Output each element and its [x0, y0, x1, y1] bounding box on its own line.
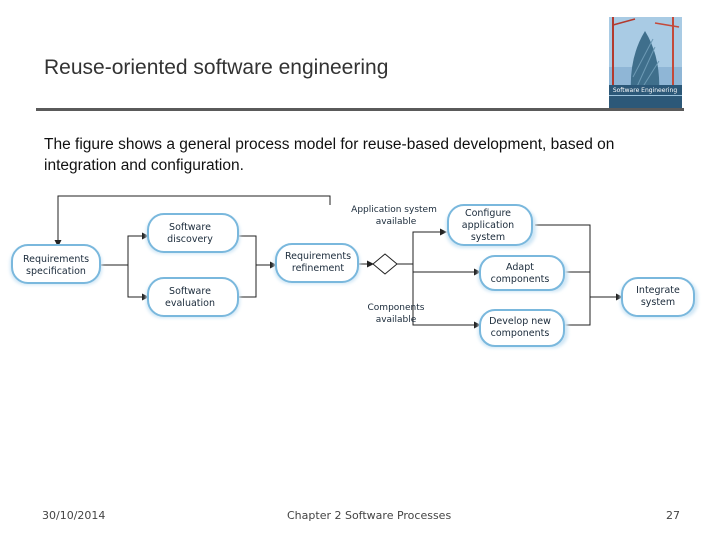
node-adapt-components: [478, 256, 568, 292]
annotation-line: available: [375, 217, 417, 227]
label-application-system-available: [351, 205, 437, 227]
node-label-line: evaluation: [165, 298, 215, 309]
node-label-line: Requirements: [284, 251, 352, 262]
branch-arrow-top: [100, 236, 148, 265]
node-develop-new-components: [478, 310, 568, 348]
node-label-line: Integrate: [636, 285, 680, 296]
footer-date: 30/10/2014: [42, 509, 106, 522]
annotation-line: Components: [367, 303, 425, 313]
footer-chapter: Chapter 2 Software Processes: [287, 509, 452, 522]
node-software-discovery: [146, 214, 240, 254]
label-components-available: [368, 303, 425, 325]
decision-to-develop-arrow: [413, 272, 480, 325]
title-divider: [36, 108, 684, 111]
annotation-line: available: [375, 315, 417, 325]
book-cover-title: Software Engineering: [612, 87, 678, 94]
footer-page-number: 27: [666, 509, 680, 522]
process-diagram-svg: [0, 190, 720, 360]
node-label-line: Requirements: [22, 254, 90, 265]
node-label-line: Software: [169, 222, 211, 233]
node-label-line: Develop new: [489, 316, 551, 327]
node-label-line: refinement: [291, 263, 345, 274]
book-cover-image: [609, 17, 682, 108]
intro-paragraph: The figure shows a general process model for reuse-based development, based on integration and configuration.: [44, 136, 615, 174]
annotation-line: Application system: [351, 205, 437, 215]
node-requirements-refinement: [274, 244, 360, 284]
develop-to-integrate-line: [565, 298, 590, 325]
node-configure-application-system: [446, 205, 536, 248]
node-software-evaluation: [146, 278, 240, 318]
node-label-line: Software: [169, 286, 211, 297]
node-label-line: components: [490, 328, 550, 339]
node-label-line: system: [470, 232, 506, 243]
node-label-line: discovery: [167, 234, 213, 245]
node-label-line: Adapt: [506, 262, 534, 273]
node-label-line: application: [461, 220, 515, 231]
slide-title: Reuse-oriented software engineering: [44, 56, 389, 79]
branch-arrow-bottom: [128, 265, 148, 297]
process-diagram: [0, 190, 720, 360]
merge-arrow-top: [236, 236, 276, 265]
node-label-line: specification: [26, 266, 86, 277]
decision-diamond: [373, 254, 397, 274]
node-label-line: system: [640, 297, 676, 308]
node-requirements-specification: [10, 245, 102, 285]
node-label-line: components: [490, 274, 550, 285]
decision-to-adapt-arrow: [413, 264, 480, 272]
book-cover-art: [609, 17, 682, 108]
decision-to-configure-arrow: [397, 232, 446, 264]
node-integrate-system: [620, 278, 698, 318]
node-label-line: Configure: [464, 208, 512, 219]
